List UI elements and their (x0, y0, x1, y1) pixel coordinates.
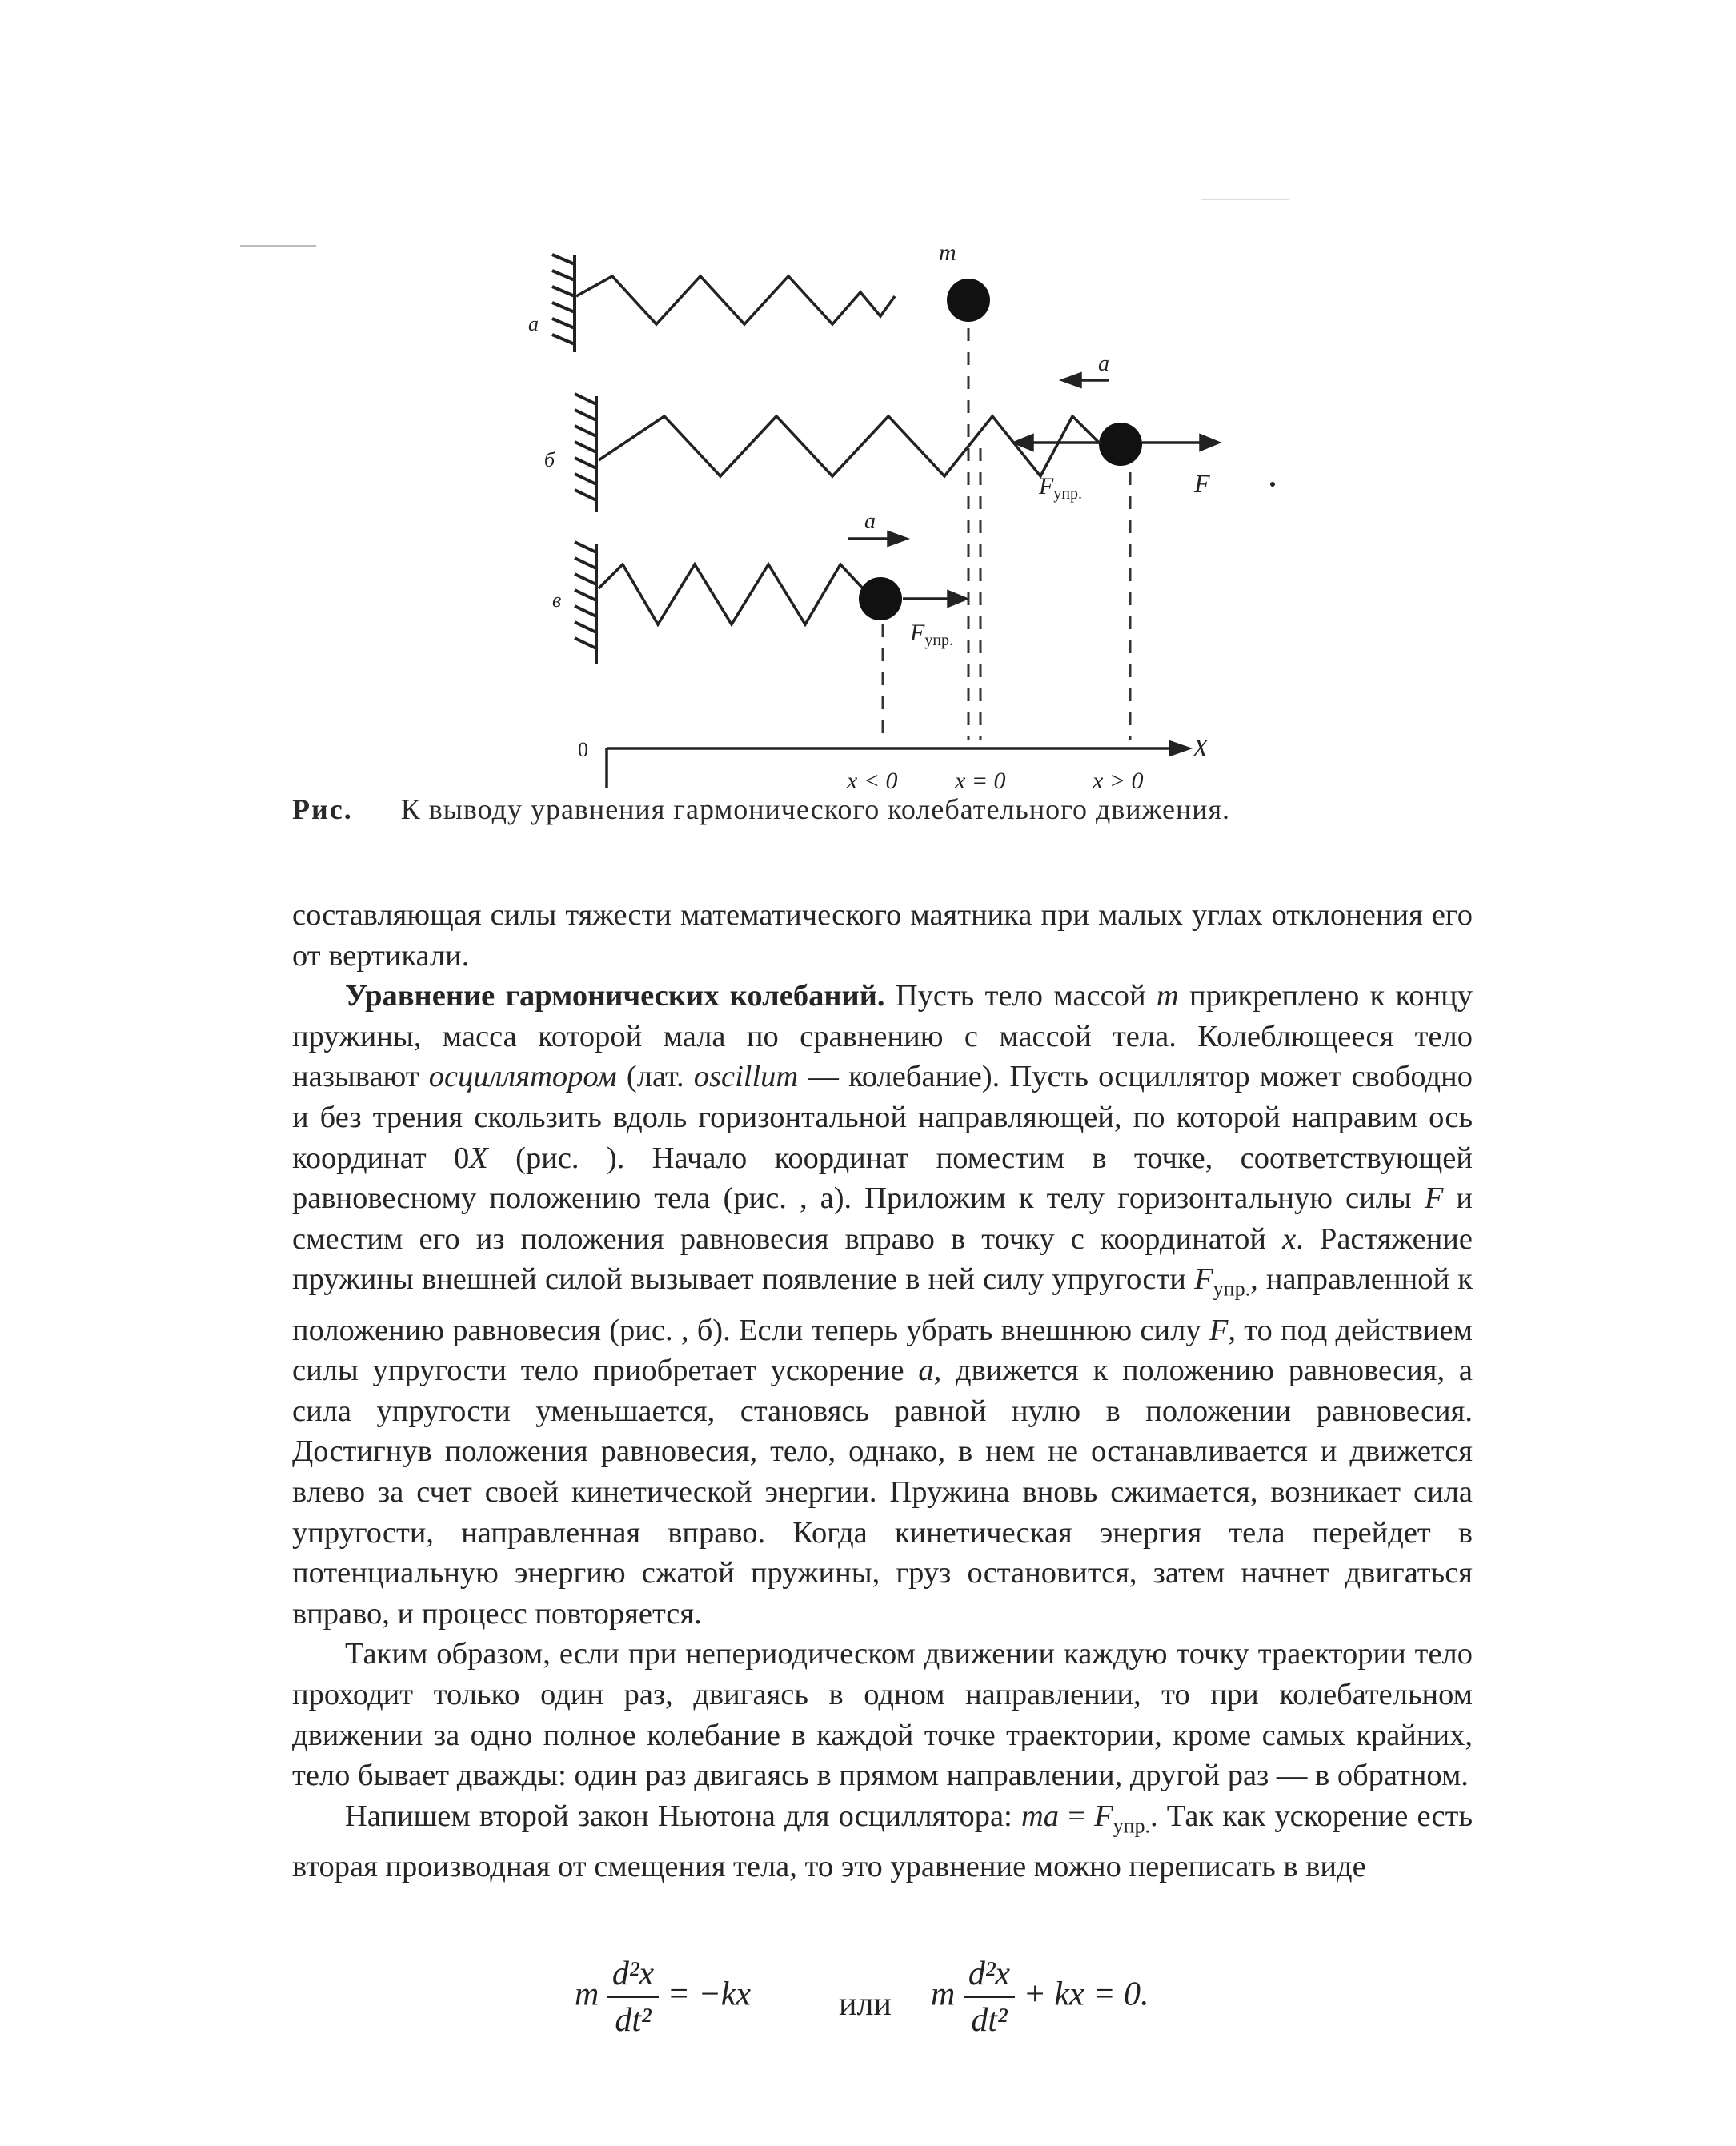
wall-c (575, 542, 596, 664)
wall-a (552, 255, 575, 352)
formula-fraction-1: $\frac{\text{d²x}}{\text{dt²}}$ (607, 1955, 659, 2040)
tick-label-negative: x < 0 (847, 768, 898, 792)
formula-rhs-1: = −kx (667, 1976, 752, 2013)
row-label-c: в (552, 588, 562, 612)
force-arrows (848, 374, 1218, 606)
run-in-heading: Уравнение гармонических колебаний. (345, 979, 885, 1013)
oscillator-figure (0, 0, 1736, 792)
equation-of-motion (575, 1955, 1183, 2051)
paragraph-3: Напишем второй закон Ньютона для осциллятора: ma = $F_{упр.}$. Так как ускорение есть вторая производная от смещения тела, то это уравнение можно переписать в виде (292, 1799, 1473, 1884)
dot-mark (1270, 482, 1275, 487)
mass-a (947, 279, 990, 322)
projection-lines (883, 328, 1130, 740)
origin-label: 0 (578, 738, 588, 761)
mass-b (1099, 423, 1142, 466)
row-label-b: б (544, 448, 555, 471)
accel-label-c: a (864, 509, 876, 534)
figure-caption (292, 792, 1461, 826)
formula-fraction-2: $\frac{\text{d²x}}{\text{dt²}}$ (964, 1955, 1015, 2040)
mass-c (859, 577, 902, 620)
accel-label-b: a (1098, 351, 1109, 376)
paragraph-1: Уравнение гармонических колебаний. Пусть тело массой m прикреплено к концу пружины, масса которой мала по сравнению с массой тела. Колеблющееся тело называют осциллятором (лат. oscillum — колебание). Пусть осциллятор может свободно и без трения скользить вдоль горизонтальной направляющей, по которой направим ось координат 0X (рис. ). Начало координат поместим в точке, соответствующей равновесному положению тела (рис. , а). Приложим к телу горизонтальную силы F и сместим его из положения равновесия вправо в точку с координатой x. Растяжение пружины внешней силой вызывает появление в ней силу упругости $F_{упр.}$, направленной к положению равновесия (рис. , б). Если теперь убрать внешнюю силу F, то под действием силы упругости тело приобретает ускорение a, движется к положению равновесия, а сила упругости уменьшается, становясь равной нулю в положении равновесия. Достигнув положения равновесия, тело, однако, в нем не останавливается и движется влево за счет своей кинетической энергии. Пружина вновь сжимается, возникает сила упругости, направленная вправо. Когда кинетическая энергия тела перейдет в потенциальную энергию сжатой пружины, груз остановится, затем начнет двигаться вправо, и процесс повторяется. (292, 979, 1473, 1631)
tick-label-zero: x = 0 (955, 768, 1006, 792)
force-label: F (1194, 469, 1210, 498)
spring-force-label-b: $F_{упр.}$ (1039, 473, 1083, 503)
axis-label: X (1193, 733, 1209, 762)
spring-c (599, 564, 874, 624)
body-text (292, 895, 1473, 1887)
caption-label: Рис. (292, 793, 353, 825)
spring-a (576, 276, 895, 324)
formula-or: или (839, 1986, 892, 2023)
row-label-a: а (528, 312, 539, 335)
formula-mass-2: m (931, 1976, 956, 2013)
paragraph-2: Таким образом, если при непериодическом движении каждую точку траектории тело проходит только один раз, двигаясь в одном направлении, то при колебательном движении за одно полное колебание в каждой точке траектории, кроме самых крайних, тело бывает дважды: один раз двигаясь в прямом направлении, другой раз — в обратном. (292, 1637, 1473, 1793)
formula-mass: m (575, 1976, 599, 2013)
formula-rhs-2: + kx = 0. (1023, 1976, 1149, 2013)
mass-label: m (939, 239, 956, 266)
spring-force-label-c: $F_{упр.}$ (910, 620, 954, 649)
paragraph-0: составляющая силы тяжести математического маятника при малых углах отклонения его от вертикали. (292, 898, 1473, 973)
wall-b (575, 394, 596, 512)
term-oscillator: осциллятором (428, 1060, 617, 1094)
tick-label-positive: x > 0 (1093, 768, 1144, 792)
caption-text: К выводу уравнения гармонического колебательного движения. (400, 793, 1231, 825)
